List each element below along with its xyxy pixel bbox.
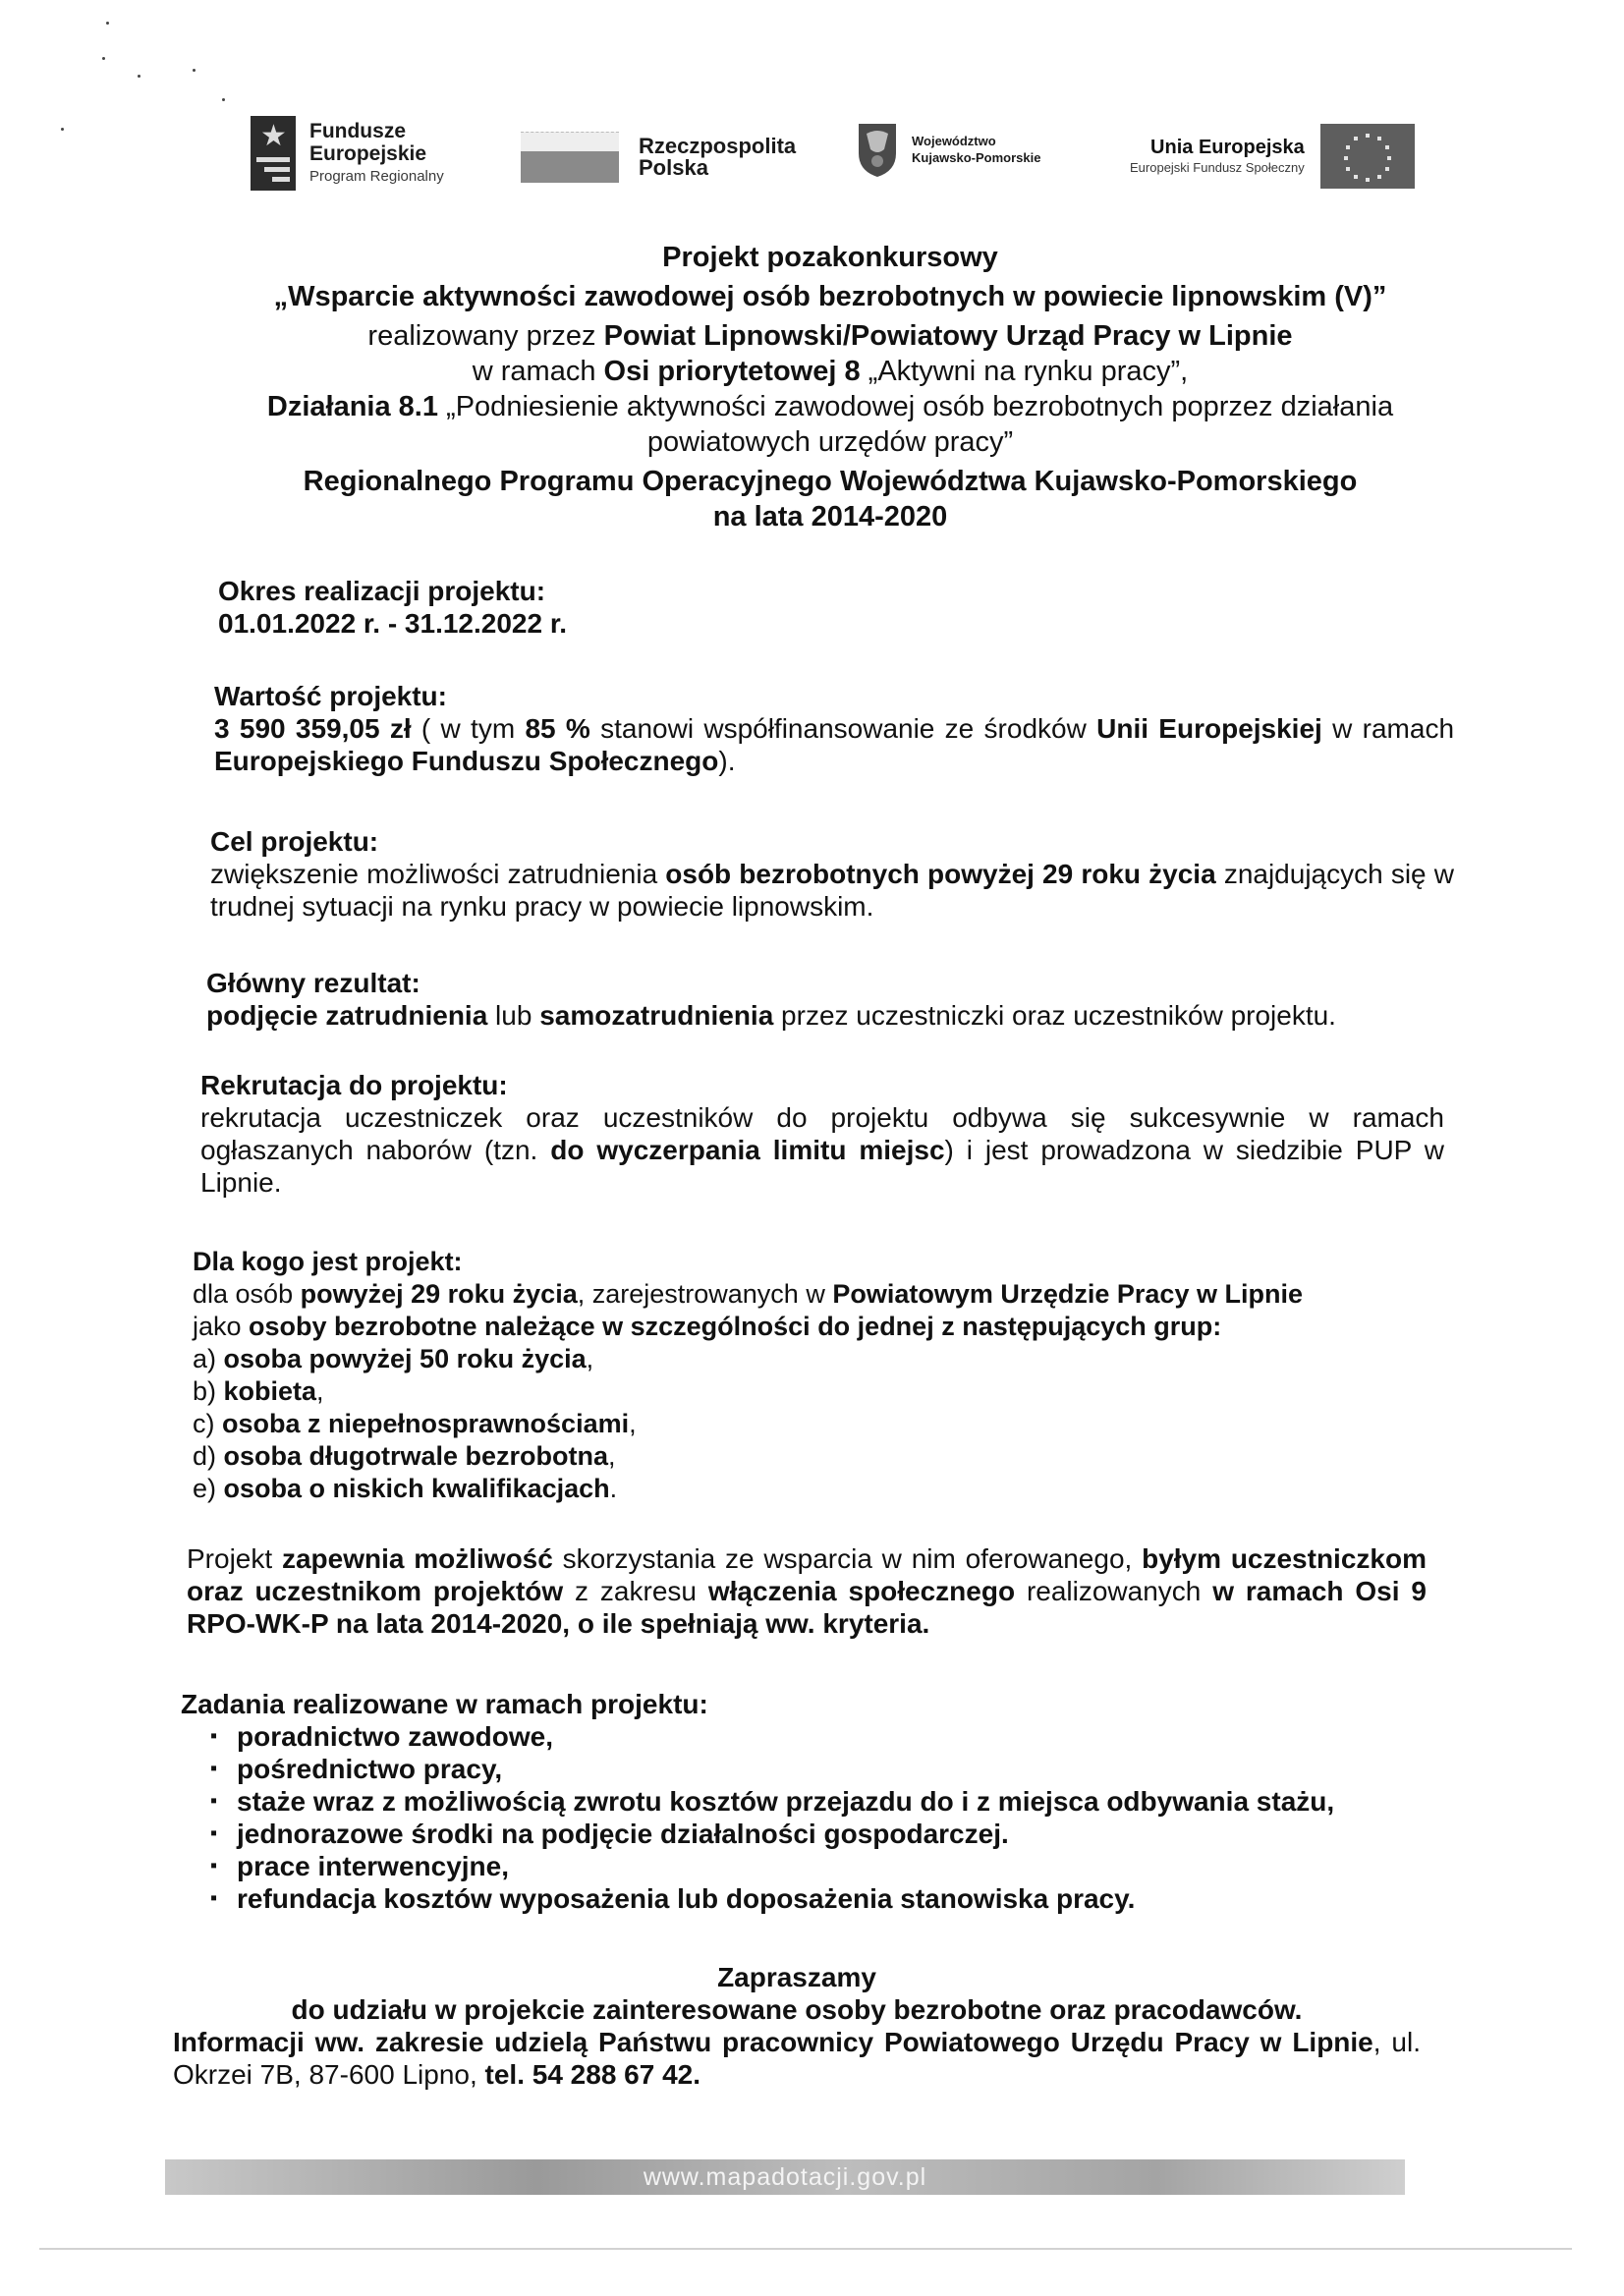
title-line: „Wsparcie aktywności zawodowej osób bezrobotnych w powiecie lipnowskim (V)” bbox=[273, 281, 1387, 312]
list-item: ▪ jednorazowe środki na podjęcie działalności gospodarczej. bbox=[210, 1819, 1009, 1849]
rekrutacja-heading: Rekrutacja do projektu: bbox=[200, 1070, 508, 1100]
wartosc-heading: Wartość projektu: bbox=[214, 681, 447, 711]
wartosc-text: 3 590 359,05 zł ( w tym 85 % stanowi współfinansowanie ze środków Unii Europejskiej w ramach Europejskiego Funduszu Społecznego). bbox=[214, 713, 1455, 776]
scan-speck bbox=[222, 98, 225, 101]
list-item: a) osoba powyżej 50 roku życia, bbox=[193, 1344, 594, 1373]
rekrutacja-section bbox=[200, 1069, 1444, 1199]
dla-kogo-section bbox=[193, 1246, 1430, 1505]
task-list bbox=[181, 1720, 1425, 1915]
rzeczpospolita-polska-logo bbox=[521, 132, 796, 183]
zapewnia-paragraph: Projekt zapewnia możliwość skorzystania ze wsparcia w nim oferowanego, byłym uczestniczkom oraz uczestnikom projektów z zakresu włączenia społecznego realizowanych w ramach Osi 9 RPO-WK-P na lata 2014-2020, o ile spełniają ww. kryteria. bbox=[187, 1543, 1427, 1639]
list-item: ▪ staże wraz z możliwością zwrotu kosztów przejazdu do i z miejsca odbywania stażu, bbox=[210, 1786, 1335, 1817]
rezultat-text: podjęcie zatrudnienia lub samozatrudnienia przez uczestniczki oraz uczestników projektu. bbox=[206, 1000, 1336, 1031]
list-item: ▪ refundacja kosztów wyposażenia lub doposażenia stanowiska pracy. bbox=[210, 1883, 1136, 1914]
list-item: b) kobieta, bbox=[193, 1376, 324, 1406]
rzeczpospolita-line2: Polska bbox=[639, 155, 708, 180]
fundusze-line2: Europejskie bbox=[309, 142, 427, 165]
scan-speck bbox=[61, 128, 64, 131]
cel-text: zwiększenie możliwości zatrudnienia osób bezrobotnych powyżej 29 roku życia znajdujących się w trudnej sytuacji na rynku pracy w powiecie lipnowskim. bbox=[210, 859, 1454, 922]
scan-speck bbox=[106, 22, 109, 25]
bullet-icon: ▪ bbox=[210, 1758, 218, 1779]
bullet-icon: ▪ bbox=[210, 1855, 218, 1876]
bullet-icon: ▪ bbox=[210, 1790, 218, 1812]
wojewodztwo-line1: Województwo bbox=[912, 134, 996, 148]
zadania-section bbox=[181, 1688, 1425, 1915]
bullet-icon: ▪ bbox=[210, 1887, 218, 1909]
list-item: ▪ prace interwencyjne, bbox=[210, 1851, 510, 1881]
cel-heading: Cel projektu: bbox=[210, 826, 379, 857]
list-item: ▪ poradnictwo zawodowe, bbox=[210, 1721, 554, 1752]
fundusze-line3: Program Regionalny bbox=[309, 168, 444, 185]
dla-kogo-line2: jako osoby bezrobotne należące w szczególności do jednej z następujących grup: bbox=[193, 1312, 1222, 1341]
unia-line2: Europejski Fundusz Społeczny bbox=[1130, 160, 1305, 175]
rezultat-heading: Główny rezultat: bbox=[206, 968, 420, 998]
rekrutacja-text: rekrutacja uczestniczek oraz uczestników do projektu odbywa się sukcesywnie w ramach ogłaszanych naborów (tzn. do wyczerpania limitu miejsc) i jest prowadzona w siedzibie PUP w Lipnie. bbox=[200, 1102, 1444, 1198]
logo-bar bbox=[251, 110, 1459, 208]
zapraszamy-line: do udziału w projekcie zainteresowane osoby bezrobotne oraz pracodawców. bbox=[291, 1994, 1303, 2025]
rezultat-section bbox=[206, 967, 1454, 1032]
title-line: Działania 8.1 „Podniesienie aktywności zawodowej osób bezrobotnych poprzez działania bbox=[266, 391, 1394, 422]
footer-band bbox=[165, 2159, 1405, 2195]
okres-value: 01.01.2022 r. - 31.12.2022 r. bbox=[218, 608, 567, 639]
title-line: Projekt pozakonkursowy bbox=[662, 242, 998, 273]
okres-heading: Okres realizacji projektu: bbox=[218, 576, 546, 606]
fundusze-europejskie-logo bbox=[251, 116, 444, 191]
scan-speck bbox=[102, 57, 105, 60]
wojewodztwo-line2: Kujawsko-Pomorskie bbox=[912, 150, 1041, 165]
fundusze-line1: Fundusze bbox=[309, 120, 406, 142]
title-line: powiatowych urzędów pracy” bbox=[646, 426, 1014, 458]
list-item: ▪ pośrednictwo pracy, bbox=[210, 1754, 503, 1784]
title-line: na lata 2014-2020 bbox=[712, 501, 948, 532]
wartosc-section bbox=[214, 680, 1454, 777]
polish-flag-icon bbox=[521, 132, 619, 183]
contact-info: Informacji ww. zakresie udzielą Państwu pracownicy Powiatowego Urzędu Pracy w Lipnie, ul. Okrzei 7B, 87-600 Lipno, tel. 54 288 67 42. bbox=[173, 2027, 1421, 2090]
dla-kogo-line1: dla osób powyżej 29 roku życia, zarejestrowanych w Powiatowym Urzędzie Pracy w Lipnie bbox=[193, 1279, 1303, 1309]
unia-line1: Unia Europejska bbox=[1150, 137, 1305, 158]
zadania-heading: Zadania realizowane w ramach projektu: bbox=[181, 1689, 708, 1719]
zapraszamy-heading: Zapraszamy bbox=[717, 1962, 876, 1992]
scan-edge-line bbox=[39, 2248, 1572, 2250]
list-item: d) osoba długotrwale bezrobotna, bbox=[193, 1441, 616, 1471]
title-line: w ramach Osi priorytetowej 8 „Aktywni na rynku pracy”, bbox=[472, 356, 1189, 387]
voivodeship-crest-icon bbox=[855, 120, 900, 179]
unia-europejska-logo bbox=[1130, 124, 1415, 189]
okres-section bbox=[218, 575, 1485, 640]
dla-kogo-heading: Dla kogo jest projekt: bbox=[193, 1247, 463, 1276]
title-line: Regionalnego Programu Operacyjnego Województwa Kujawsko-Pomorskiego bbox=[303, 466, 1358, 497]
scan-speck bbox=[138, 75, 140, 78]
target-group-list bbox=[193, 1343, 1430, 1505]
title-line: realizowany przez Powiat Lipnowski/Powiatowy Urząd Pracy w Lipnie bbox=[367, 320, 1293, 352]
list-item: e) osoba o niskich kwalifikacjach. bbox=[193, 1474, 618, 1503]
scan-speck bbox=[193, 69, 196, 72]
bullet-icon: ▪ bbox=[210, 1725, 218, 1747]
zapraszamy-section bbox=[173, 1961, 1421, 2091]
list-item: c) osoba z niepełnosprawnościami, bbox=[193, 1409, 637, 1438]
fundusze-europejskie-icon: ★ bbox=[251, 116, 296, 191]
footer-url[interactable]: www.mapadotacji.gov.pl bbox=[643, 2162, 927, 2191]
wojewodztwo-kujawsko-pomorskie-logo bbox=[855, 120, 1041, 179]
cel-section bbox=[210, 825, 1454, 923]
eu-flag-icon bbox=[1320, 124, 1415, 189]
bullet-icon: ▪ bbox=[210, 1822, 218, 1844]
rzeczpospolita-line1: Rzeczpospolita bbox=[639, 134, 797, 158]
